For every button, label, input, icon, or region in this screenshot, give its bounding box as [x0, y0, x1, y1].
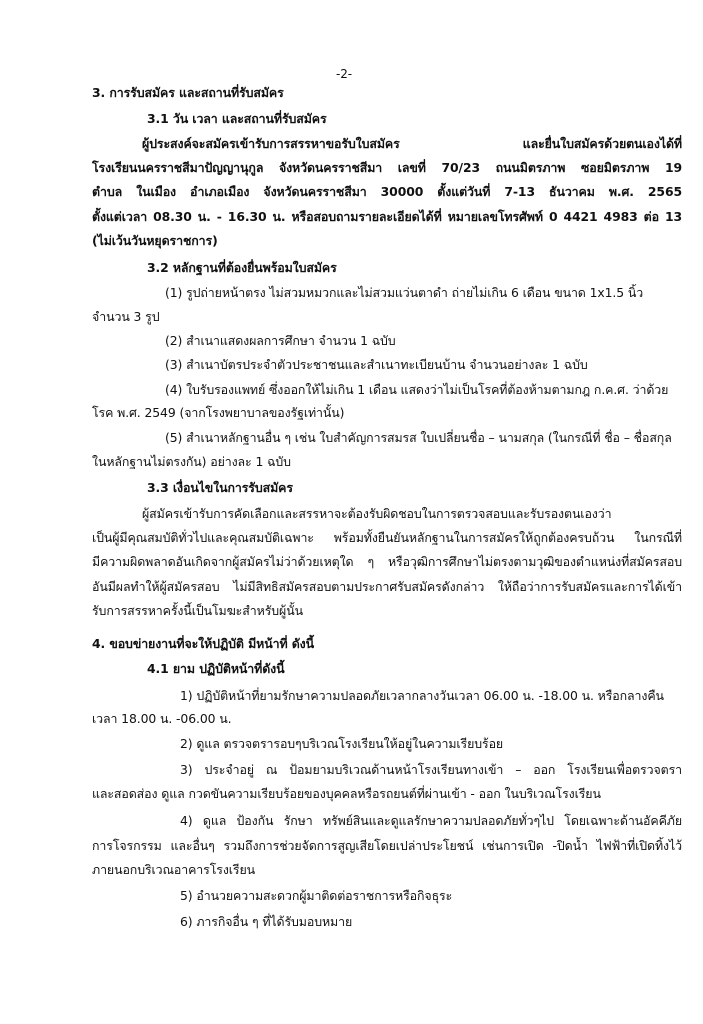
section-4-1-item-4: 4) ดูแล ป้องกัน รักษา ทรัพย์สินและดูแลรักษาความปลอดภัยทั่วๆไป โดยเฉพาะด้านอัคคีภัย [180, 813, 682, 828]
section-3-1-line-5: (ไม่เว้นวันหยุดราชการ) [92, 233, 218, 248]
section-3-2-item-1: (1) รูปถ่ายหน้าตรง ไม่สวมหมวกและไม่สวมแว่นตาดำ ถ่ายไม่เกิน 6 เดือน ขนาด 1x1.5 นิ้ว [165, 285, 644, 300]
section-3-3-line-3: มีความผิดพลาดอันเกิดจากผู้สมัครไม่ว่าด้วยเหตุใด ๆ หรือวุฒิการศึกษาไม่ตรงตามวุฒิของตำแหน่งที่สมัครสอบ [92, 554, 682, 569]
section-3-3-line-4: อันมีผลทำให้ผู้สมัครสอบ ไม่มีสิทธิสมัครสอบตามประกาศรับสมัครดังกล่าว ให้ถือว่าการรับสมัครและการได้เข้า [92, 579, 682, 594]
section-3-2-item-2: (2) สำเนาแสดงผลการศึกษา จำนวน 1 ฉบับ [165, 333, 396, 348]
section-3-3-line-1: ผู้สมัครเข้ารับการคัดเลือกและสรรหาจะต้องรับผิดชอบในการตรวจสอบและรับรองตนเองว่า [142, 506, 612, 521]
section-4-1-item-4-cont-1: การโจรกรรม และอื่นๆ รวมถึงการช่วยจัดการสูญเสียโดยเปล่าประโยชน์ เช่นการเปิด -ปิดน้ำ ไฟฟ้าที่เปิดทิ้งไว้ [92, 838, 682, 853]
section-3-2-item-5: (5) สำเนาหลักฐานอื่น ๆ เช่น ใบสำคัญการสมรส ใบเปลี่ยนชื่อ – นามสกุล (ในกรณีที่ ชื่อ – ชื่อสกุล [165, 430, 672, 445]
section-3-3-line-5: รับการสรรหาครั้งนี้เป็นโมฆะสำหรับผู้นั้น [92, 603, 303, 618]
section-3-1-line-2: โรงเรียนนครราชสีมาปัญญานุกูล จังหวัดนครราชสีมา เลขที่ 70/23 ถนนมิตรภาพ ซอยมิตรภาพ 19 [92, 160, 682, 175]
section-4-1-item-5: 5) อำนวยความสะดวกผู้มาติดต่อราชการหรือกิจธุระ [180, 888, 453, 903]
section-4-1-item-4-cont-2: ภายนอกบริเวณอาคารโรงเรียน [92, 862, 255, 877]
section-4-1-item-1: 1) ปฏิบัติหน้าที่ยามรักษาความปลอดภัยเวลากลางวันเวลา 06.00 น. -18.00 น. หรือกลางคืน [180, 688, 664, 703]
section-3-3-heading: 3.3 เงื่อนไขในการรับสมัคร [147, 480, 293, 495]
section-3-2-item-3: (3) สำเนาบัตรประจำตัวประชาชนและสำเนาทะเบียนบ้าน จำนวนอย่างละ 1 ฉบับ [165, 357, 588, 372]
section-4-1-item-1-cont: เวลา 18.00 น. -06.00 น. [92, 711, 232, 726]
section-4-1-item-3-cont: และสอดส่อง ดูแล กวดขันความเรียบร้อยของบุคคลหรือรถยนต์ที่ผ่านเข้า - ออก ในบริเวณโรงเรียน [92, 786, 601, 801]
section-3-1-heading: 3.1 วัน เวลา และสถานที่รับสมัคร [147, 111, 327, 126]
section-3-2-item-5-cont: ในหลักฐานไม่ตรงกัน) อย่างละ 1 ฉบับ [92, 454, 291, 469]
section-4-1-item-6: 6) ภารกิจอื่น ๆ ที่ได้รับมอบหมาย [180, 914, 353, 929]
section-4-1-item-3: 3) ประจำอยู่ ณ ป้อมยามบริเวณด้านหน้าโรงเรียนทางเข้า – ออก โรงเรียนเพื่อตรวจตรา [180, 762, 682, 777]
section-3-2-item-4-cont: โรค พ.ศ. 2549 (จากโรงพยาบาลของรัฐเท่านั้น) [92, 405, 345, 420]
section-3-2-item-4: (4) ใบรับรองแพทย์ ซึ่งออกให้ไม่เกิน 1 เดือน แสดงว่าไม่เป็นโรคที่ต้องห้ามตามกฎ ก.ค.ศ. ว่าด้วย [165, 382, 669, 397]
section-3-1-line-4: ตั้งแต่เวลา 08.30 น. - 16.30 น. หรือสอบถามรายละเอียดได้ที่ หมายเลขโทรศัพท์ 0 4421 4983 ต่อ 13 [92, 209, 682, 224]
section-4-1-heading: 4.1 ยาม ปฏิบัติหน้าที่ดังนี้ [147, 661, 285, 676]
section-3-2-item-1-cont: จำนวน 3 รูป [92, 309, 160, 324]
section-3-1-line-3: ตำบล ในเมือง อำเภอเมือง จังหวัดนครราชสีมา 30000 ตั้งแต่วันที่ 7-13 ธันวาคม พ.ศ. 2565 [92, 184, 682, 199]
page-number: -2- [336, 67, 352, 81]
section-3-3-line-2: เป็นผู้มีคุณสมบัติทั่วไปและคุณสมบัติเฉพาะ พร้อมทั้งยืนยันหลักฐานในการสมัครให้ถูกต้องครบถ้วน ในกรณีที่ [92, 530, 682, 545]
section-4-heading: 4. ขอบข่ายงานที่จะให้ปฏิบัติ มีหน้าที่ ดังนี้ [92, 636, 315, 651]
section-3-heading: 3. การรับสมัคร และสถานที่รับสมัคร [92, 85, 284, 100]
section-3-2-heading: 3.2 หลักฐานที่ต้องยื่นพร้อมใบสมัคร [147, 260, 337, 275]
section-3-1-line-1: ผู้ประสงค์จะสมัครเข้ารับการสรรหาขอรับใบสมัคร และยื่นใบสมัครด้วยตนเองได้ที่ [142, 136, 682, 151]
section-4-1-item-2: 2) ดูแล ตรวจตรารอบๆบริเวณโรงเรียนให้อยู่ในความเรียบร้อย [180, 736, 504, 751]
